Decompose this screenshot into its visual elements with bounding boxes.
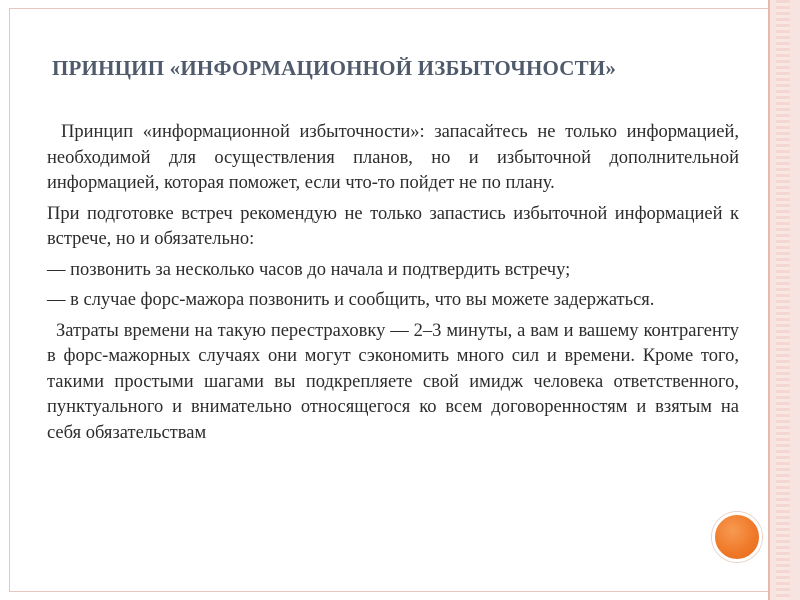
list-item-call-confirm: — позвонить за несколько часов до начала и подтвердить встречу; bbox=[47, 259, 571, 280]
paragraph-meetings: При подготовке встреч рекомендую не только запастись избыточной информацией к встрече, но и обязательно: bbox=[47, 203, 739, 249]
decorative-side-pattern bbox=[776, 0, 790, 600]
slide-title: ПРИНЦИП «ИНФОРМАЦИОННОЙ ИЗБЫТОЧНОСТИ» bbox=[52, 56, 617, 80]
orange-circle-decoration bbox=[712, 512, 762, 562]
paragraph-time-cost: Затраты времени на такую перестраховку — 2–3 минуты, а вам и вашему контрагенту в форс-мажорных случаях они могут сэкономить много сил и времени. Кроме того, такими простыми шагами вы подкрепляете свой имидж человека ответственного, пунктуального и внимательно относящегося ко всем договоренностям и взятым на себя обязательствам bbox=[47, 320, 739, 443]
slide-body bbox=[47, 120, 739, 451]
paragraph-principle: Принцип «информационной избыточности»: запасайтесь не только информацией, необходимой для осуществления планов, но и избыточной дополнительной информацией, которая поможет, если что-то пойдет не по плану. bbox=[47, 122, 739, 193]
list-item-force-majeure: — в случае форс-мажора позвонить и сообщить, что вы можете задержаться. bbox=[47, 290, 655, 310]
